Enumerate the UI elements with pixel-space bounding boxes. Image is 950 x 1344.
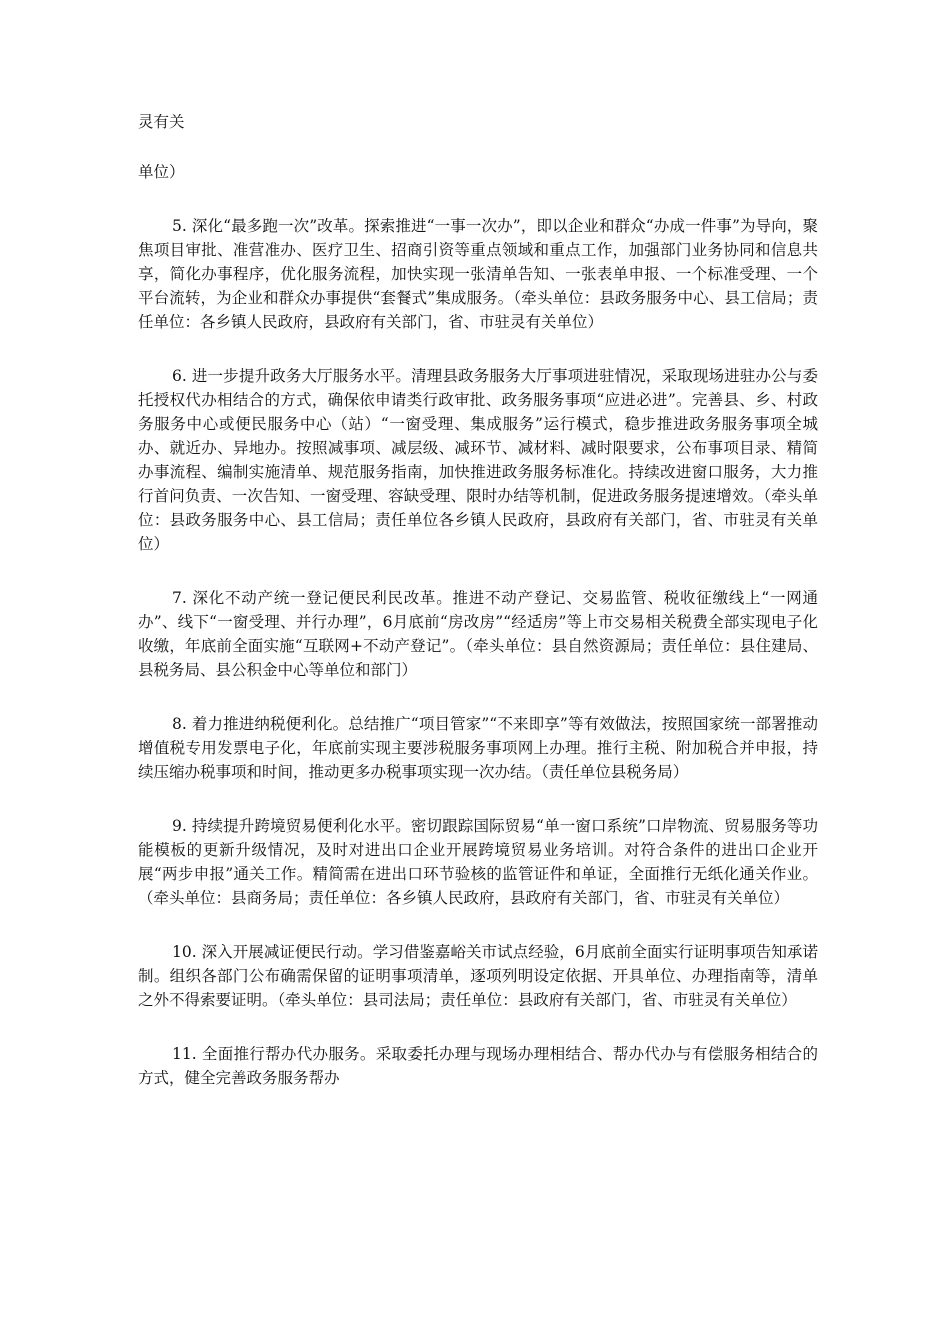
- paragraph-item-6: 6. 进一步提升政务大厅服务水平。清理县政务服务大厅事项进驻情况，采取现场进驻办公与委托授权代办相结合的方式，确保依申请类行政审批、政务服务事项“应进必进”。完善县、乡、村政务服务中心或便民服务中心（站）“一窗受理、集成服务”运行模式，稳步推进政务服务事项全城办、就近办、异地办。按照减事项、减层级、减环节、减材料、减时限要求，公布事项目录、精简办事流程、编制实施清单、规范服务指南，加快推进政务服务标准化。持续改进窗口服务，大力推行首问负责、一次告知、一窗受理、容缺受理、限时办结等机制，促进政务服务提速增效。（牵头单位：县政务服务中心、县工信局；责任单位各乡镇人民政府，县政府有关部门，省、市驻灵有关单位）: [138, 367, 818, 553]
- fragment-line-1: 灵有关: [138, 113, 185, 131]
- paragraph-item-11: 11. 全面推行帮办代办服务。采取委托办理与现场办理相结合、帮办代办与有偿服务相结合的方式，健全完善政务服务帮办: [138, 1045, 818, 1087]
- paragraph-item-10: 10. 深入开展减证便民行动。学习借鉴嘉峪关市试点经验，6月底前全面实行证明事项告知承诺制。组织各部门公布确需保留的证明事项清单，逐项列明设定依据、开具单位、办理指南等，清单之外不得索要证明。（牵头单位：县司法局；责任单位：县政府有关部门，省、市驻灵有关单位）: [138, 943, 818, 1009]
- fragment-line-2: 单位）: [138, 163, 185, 181]
- document-body: [138, 110, 818, 1090]
- paragraph-item-8: 8. 着力推进纳税便利化。总结推广“项目管家”“不来即享”等有效做法，按照国家统一部署推动增值税专用发票电子化，年底前实现主要涉税服务事项网上办理。推行主税、附加税合并申报，持续压缩办税事项和时间，推动更多办税事项实现一次办结。（责任单位县税务局）: [138, 715, 818, 781]
- paragraph-item-7: 7. 深化不动产统一登记便民利民改革。推进不动产登记、交易监管、税收征缴线上“一网通办”、线下“一窗受理、并行办理”，6月底前“房改房”“经适房”等上市交易相关税费全部实现电子化收缴，年底前全面实施“互联网+不动产登记”。（牵头单位：县自然资源局；责任单位：县住建局、县税务局、县公积金中心等单位和部门）: [138, 589, 818, 679]
- paragraph-item-9: 9. 持续提升跨境贸易便利化水平。密切跟踪国际贸易“单一窗口系统”口岸物流、贸易服务等功能模板的更新升级情况，及时对进出口企业开展跨境贸易业务培训。对符合条件的进出口企业开展“两步申报”通关工作。精简需在进出口环节验核的监管证件和单证，全面推行无纸化通关作业。（牵头单位：县商务局；责任单位：各乡镇人民政府，县政府有关部门，省、市驻灵有关单位）: [138, 817, 818, 907]
- paragraph-item-5: 5. 深化“最多跑一次”改革。探索推进“一事一次办”，即以企业和群众“办成一件事”为导向，聚焦项目审批、准营准办、医疗卫生、招商引资等重点领域和重点工作，加强部门业务协同和信息共享，简化办事程序，优化服务流程，加快实现一张清单告知、一张表单申报、一个标准受理、一个平台流转，为企业和群众办事提供“套餐式”集成服务。（牵头单位：县政务服务中心、县工信局；责任单位：各乡镇人民政府，县政府有关部门，省、市驻灵有关单位）: [138, 217, 818, 331]
